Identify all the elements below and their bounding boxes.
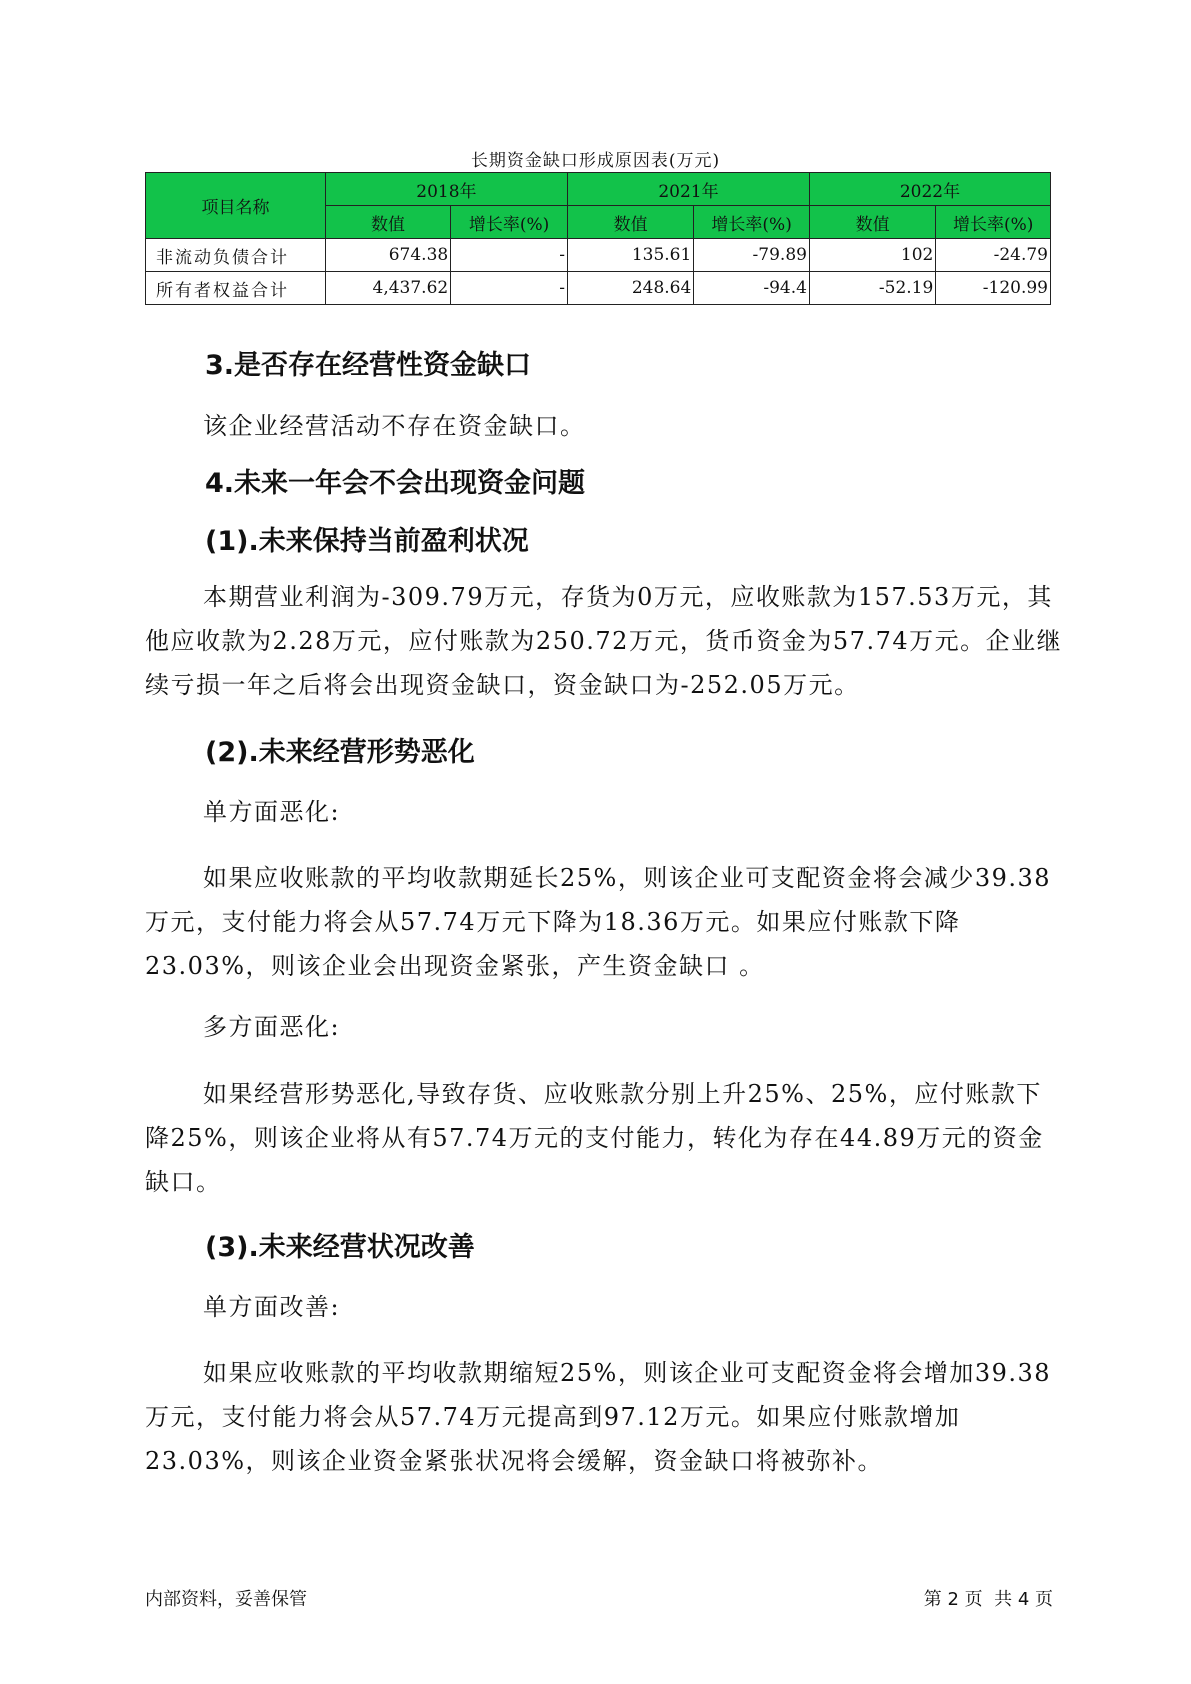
table-cell: 102 xyxy=(809,239,935,272)
header-item-name: 项目名称 xyxy=(146,173,326,239)
header-year-2022: 2022年 xyxy=(809,173,1050,206)
section-4-3-single-text: 如果应收账款的平均收款期缩短25%，则该企业可支配资金将会增加39.38万元，支付能力将会从57.74万元提高到97.12万元。如果应付账款增加23.03%，则该企业资金紧张状况将会缓解，资金缺口将被弥补。 xyxy=(145,1359,1052,1475)
section-4-1-heading: (1).未来保持当前盈利状况 xyxy=(205,526,529,557)
section-4-2-multi-text: 如果经营形势恶化,导致存货、应收账款分别上升25%、25%，应付账款下降25%，则该企业将从有57.74万元的支付能力，转化为存在44.89万元的资金缺口。 xyxy=(145,1080,1044,1196)
table-caption: 长期资金缺口形成原因表(万元) xyxy=(470,151,721,171)
table-cell: 135.61 xyxy=(567,239,693,272)
table-cell: -52.19 xyxy=(809,272,935,305)
section-3-heading: 3.是否存在经营性资金缺口 xyxy=(205,350,532,381)
section-4-3-single-label: 单方面改善: xyxy=(203,1293,341,1321)
header-year-2018: 2018年 xyxy=(325,173,567,206)
header-growth: 增长率(%) xyxy=(451,206,568,239)
table-cell: -79.89 xyxy=(694,239,810,272)
footer-confidential-note: 内部资料，妥善保管 xyxy=(145,1589,307,1610)
header-value: 数值 xyxy=(325,206,450,239)
table-cell: 4,437.62 xyxy=(325,272,450,305)
row-label: 非流动负债合计 xyxy=(146,239,326,272)
section-4-heading: 4.未来一年会不会出现资金问题 xyxy=(205,468,586,499)
section-4-3-heading: (3).未来经营状况改善 xyxy=(205,1232,475,1263)
table-cell: 674.38 xyxy=(325,239,450,272)
table-row xyxy=(146,239,1051,272)
table-cell: -24.79 xyxy=(936,239,1051,272)
row-label: 所有者权益合计 xyxy=(146,272,326,305)
header-year-2021: 2021年 xyxy=(567,173,809,206)
section-4-1-text: 本期营业利润为-309.79万元，存货为0万元，应收账款为157.53万元，其他应收款为2.28万元，应付账款为250.72万元，货币资金为57.74万元。企业继续亏损一年之后将会出现资金缺口，资金缺口为-252.05万元。 xyxy=(145,583,1063,699)
table-row xyxy=(146,272,1051,305)
table-cell: - xyxy=(451,272,568,305)
table-cell: 248.64 xyxy=(567,272,693,305)
section-3-text: 该企业经营活动不存在资金缺口。 xyxy=(203,412,586,440)
table-cell: - xyxy=(451,239,568,272)
table-cell: -120.99 xyxy=(936,272,1051,305)
section-4-2-multi-label: 多方面恶化: xyxy=(203,1013,341,1041)
funding-gap-table xyxy=(145,172,1051,305)
header-growth: 增长率(%) xyxy=(694,206,810,239)
header-growth: 增长率(%) xyxy=(936,206,1051,239)
table-cell: -94.4 xyxy=(694,272,810,305)
section-4-2-single-label: 单方面恶化: xyxy=(203,798,341,826)
header-value: 数值 xyxy=(809,206,935,239)
section-4-2-heading: (2).未来经营形势恶化 xyxy=(205,737,475,768)
page-number: 第 2 页 共 4 页 xyxy=(923,1589,1053,1610)
section-4-2-single-text: 如果应收账款的平均收款期延长25%，则该企业可支配资金将会减少39.38万元，支付能力将会从57.74万元下降为18.36万元。如果应付账款下降23.03%，则该企业会出现资金紧张，产生资金缺口 。 xyxy=(145,864,1052,980)
header-value: 数值 xyxy=(567,206,693,239)
